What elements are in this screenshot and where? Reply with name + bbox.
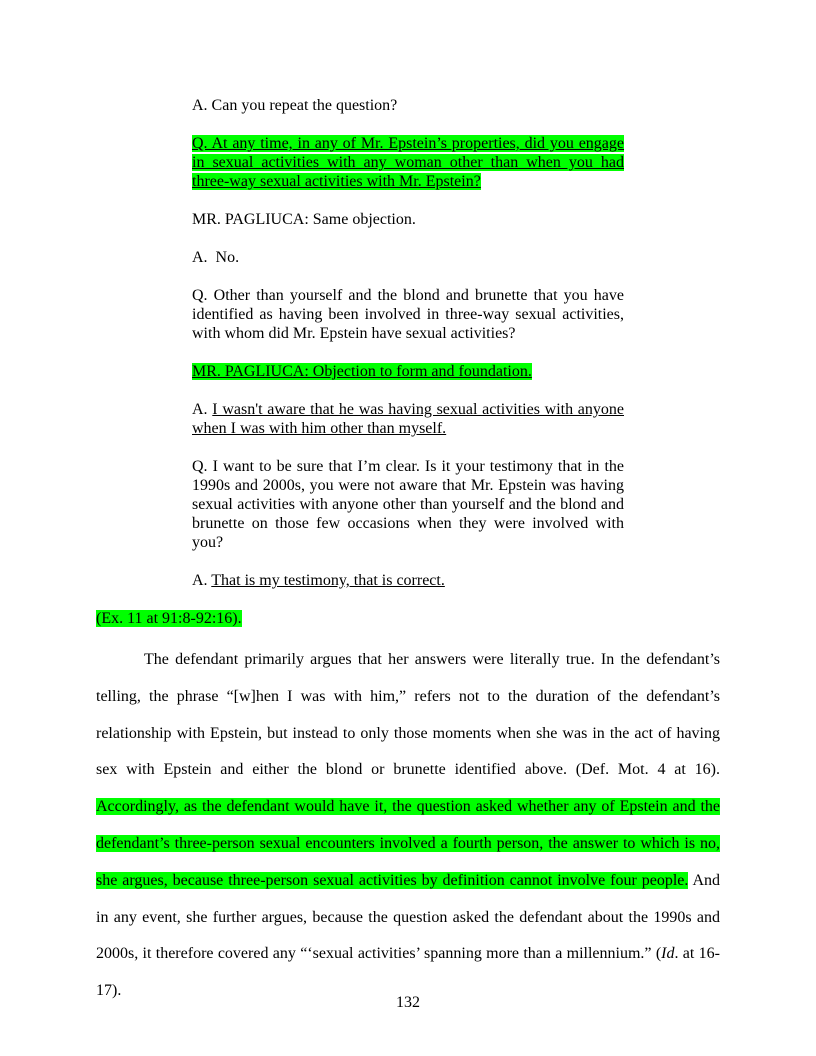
text-run: And in any event, she further argues, because the question asked the defendant about the 1990s and 2000s, it therefore covered any “‘sexual activities’ spanning more than a millennium.” ( <box>96 871 721 963</box>
text-run: A. No. <box>192 249 240 266</box>
quote-paragraph <box>192 210 624 229</box>
quote-paragraph <box>192 134 624 191</box>
text-run: Q. Other than yourself and the blond and brunette that you have identified as having been involved in three-way sexual activities, with whom did Mr. Epstein have sexual activities? <box>192 287 624 342</box>
quote-paragraph <box>192 362 624 381</box>
text-run: MR. PAGLIUCA: Same objection. <box>192 211 416 228</box>
highlighted-text: (Ex. 11 at 91:8-92:16). <box>96 610 242 627</box>
quote-paragraph <box>192 571 624 590</box>
highlighted-text: MR. PAGLIUCA: Objection to form and foundation. <box>192 363 532 380</box>
deposition-transcript-excerpt <box>96 96 720 590</box>
text-run: . at 16-17). <box>96 945 721 1000</box>
quote-paragraph <box>192 400 624 438</box>
argument-paragraph <box>96 642 720 1010</box>
highlighted-text: Accordingly, as the defendant would have it, the question asked whether any of Epstein and the defendant’s three-person sexual encounters involved a fourth person, the answer to which is no, she argues, because three-person sexual activities by definition cannot involve four people. <box>96 798 720 889</box>
text-run: A. <box>192 401 213 418</box>
underlined-text: I wasn't aware that he was having sexual activities with anyone when I was with him other than myself. <box>192 401 624 437</box>
quote-paragraph <box>192 286 624 343</box>
text-run: Q. I want to be sure that I’m clear. Is it your testimony that in the 1990s and 2000s, you were not aware that Mr. Epstein was having sexual activities with anyone other than yourself and the blond and brunette on those few occasions when they were involved with you? <box>192 458 624 551</box>
text-run: A. <box>192 572 212 589</box>
underlined-text: That is my testimony, that is correct. <box>211 572 445 589</box>
page-number: 132 <box>396 994 420 1011</box>
text-run: A. Can you repeat the question? <box>192 97 398 114</box>
quote-paragraph <box>192 96 624 115</box>
italic-text: Id <box>661 945 675 963</box>
transcript-citation <box>96 609 720 628</box>
quote-paragraph <box>192 457 624 552</box>
highlighted-text: Q. At any time, in any of Mr. Epstein’s properties, did you engage in sexual activities with any woman other than when you had three-way sexual activities with Mr. Epstein? <box>192 135 624 190</box>
quote-paragraph <box>192 248 624 267</box>
text-run: The defendant primarily argues that her answers were literally true. In the defendant’s telling, the phrase “[w]hen I was with him,” refers not to the duration of the defendant’s relationship with Epstein, but instead to only those moments when she was in the act of having sex with Epstein and either the blond or brunette identified above. (Def. Mot. 4 at 16). <box>96 651 720 779</box>
